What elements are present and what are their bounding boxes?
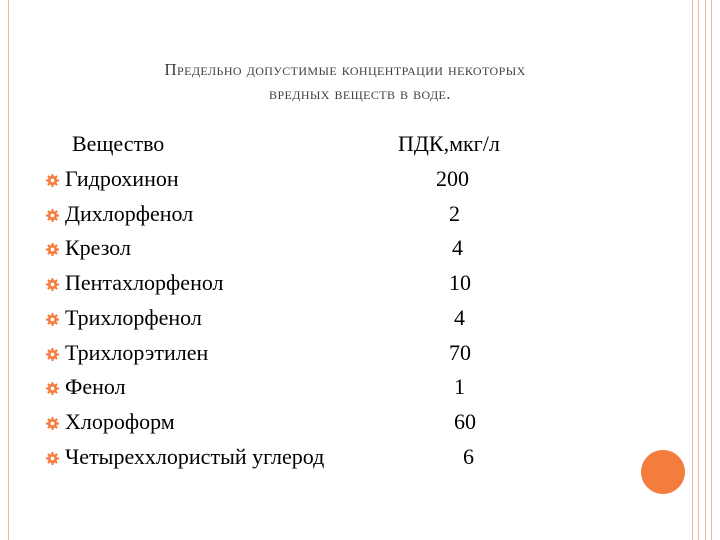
substance-name: Дихлорфенол bbox=[65, 200, 194, 226]
pdk-value: 2 bbox=[449, 200, 460, 226]
substance-name: Хлороформ bbox=[65, 408, 175, 434]
gear-bullet-icon bbox=[46, 209, 59, 222]
gear-bullet-icon bbox=[46, 417, 59, 430]
list-item bbox=[0, 270, 720, 304]
gear-bullet-icon bbox=[46, 278, 59, 291]
pdk-value: 6 bbox=[463, 443, 474, 469]
list-item bbox=[0, 235, 720, 269]
list-item bbox=[0, 305, 720, 339]
list-item bbox=[0, 166, 720, 200]
slide-title bbox=[0, 58, 720, 106]
header-substance: Вещество bbox=[72, 131, 165, 156]
gear-bullet-icon bbox=[46, 174, 59, 187]
pdk-value: 4 bbox=[454, 304, 465, 330]
substance-name: Фенол bbox=[65, 374, 126, 400]
decorative-circle bbox=[641, 450, 685, 494]
title-line-2: вредных веществ в воде. bbox=[269, 84, 451, 103]
substance-name: Пентахлорфенол bbox=[65, 270, 224, 296]
pdk-value: 4 bbox=[452, 235, 463, 261]
gear-bullet-icon bbox=[46, 382, 59, 395]
pdk-value: 10 bbox=[449, 270, 471, 296]
pdk-value: 1 bbox=[454, 374, 465, 400]
pdk-value: 200 bbox=[436, 166, 469, 191]
gear-bullet-icon bbox=[46, 348, 59, 361]
gear-bullet-icon bbox=[46, 313, 59, 326]
pdk-value: 70 bbox=[449, 339, 471, 365]
pdk-value: 60 bbox=[454, 408, 476, 434]
gear-bullet-icon bbox=[46, 452, 59, 465]
list-item bbox=[0, 201, 720, 235]
list-item bbox=[0, 444, 720, 478]
list-item bbox=[0, 374, 720, 408]
substance-name: Четыреххлористый углерод bbox=[65, 443, 325, 469]
header-pdk: ПДК,мкг/л bbox=[398, 131, 500, 156]
substance-name: Трихлорэтилен bbox=[65, 339, 209, 365]
title-line-1: Предельно допустимые концентрации некоторых bbox=[164, 60, 526, 79]
substance-name: Гидрохинон bbox=[65, 166, 179, 191]
list-item bbox=[0, 409, 720, 443]
list-item bbox=[0, 340, 720, 374]
gear-bullet-icon bbox=[46, 243, 59, 256]
substance-name: Трихлорфенол bbox=[65, 304, 202, 330]
substance-name: Крезол bbox=[65, 235, 131, 261]
